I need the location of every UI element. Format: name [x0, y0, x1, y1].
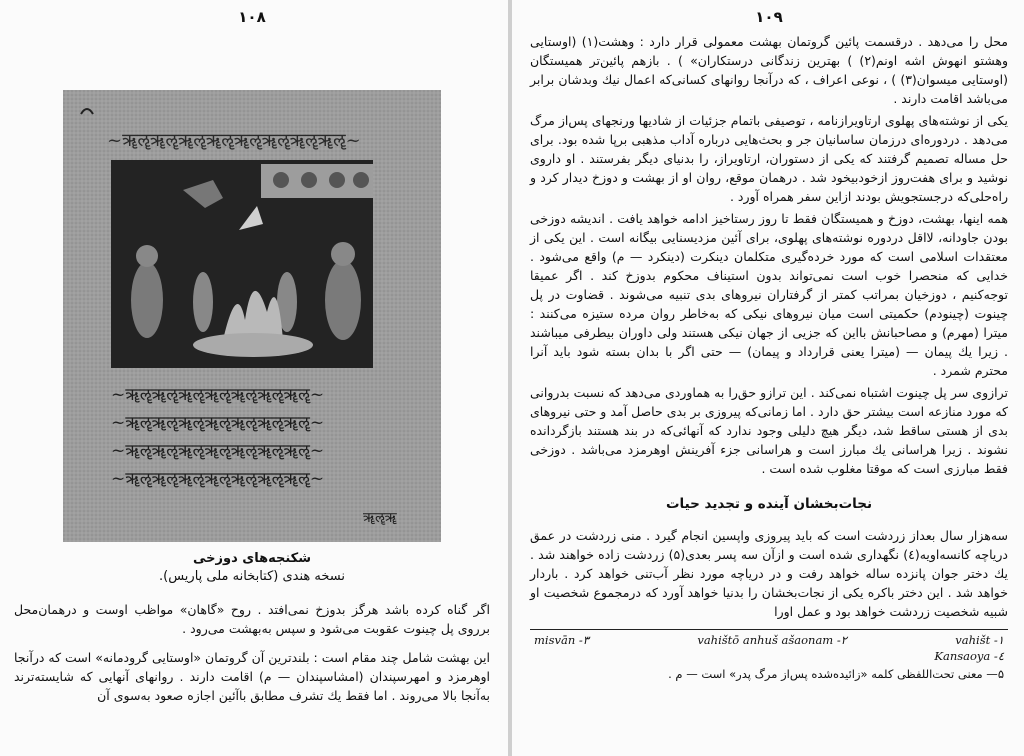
- footnote-item: misvān -۳: [534, 633, 589, 647]
- footnote-item: ۵— معنی تحت‌اللفظی کلمه «زائیده‌شده پس‌از مرگ پدر» است — م .: [668, 667, 1004, 681]
- paragraph: اگر گناه کرده باشد هرگز بدوزخ نمی‌افتد . روح «گاهان» مواظب اوست و درهمان‌محل برروی پل چینوت عقوبت می‌شود و سپس به‌بهشت می‌رود .: [14, 602, 490, 636]
- svg-text:ॠॡॠ: ॠॡॠ: [363, 510, 397, 526]
- left-page-number: ۱۰۸: [238, 8, 266, 26]
- hell-torments-illustration: [63, 90, 441, 542]
- footnotes: [530, 629, 1008, 684]
- paragraph: محل را می‌دهد . درقسمت پائین گروتمان بهشت معمولی قرار دارد : وهشت(۱) (اوستایی وهشتو انهوش اشه اونم(۲) ) بهترین زندگانی درستکاران» ) . بازهم پائین‌تر همیستگان (اوستایی میسوان(۳) ) ، نوعی اعراف ، که درآنجا روانهای کسانی‌که اعمال نیك وبدشان برابر می‌باشد اقامت دارند .: [530, 34, 1009, 106]
- section-body: [530, 526, 1008, 621]
- footnote-item: vahišt -۱: [955, 633, 1004, 647]
- paragraph: این بهشت شامل چند مقام است : بلندترین آن گروتمان «اوستایی گرودمانه» است که درآنجا اوهرمزد و امهرسپندان (امشاسپندان — م) اقامت دارند . روانهای آنهایی که شایسته‌ترند به‌آنجا بالا می‌روند . اما فقط یك تشرف مطابق باآئین اجازه صعود به‌سوی آن: [13, 650, 490, 703]
- paragraph: ترازوی سر پل چینوت اشتباه نمی‌کند . این ترازو حق‌را به هماوردی می‌دهد که نسبت بدروانی که مورد منازعه است بیشتر حق دارد . اما زمانی‌که پیروزی بر بدی حاصل آمد و حتی نیروهای بدی از هستی ساقط شد، دیگر هیچ دلیلی وجود ندارد که آنهائی‌که در بند هستند بازگردانده نشوند . زیرا هراسانی یك مبارز است و هراسانی جزء آفرینش اوهرمزد می‌باشد . دوزخی فقط مبارزی است که موقتا مغلوب شده است .: [530, 385, 1008, 476]
- right-page-number: ۱۰۹: [755, 8, 783, 26]
- paragraph: یکی از نوشته‌های پهلوی ارتاویرازنامه ، توصیفی باتمام جزئیات از شادیها ورنجهای پس‌از مرگ می‌دهد . دردوره‌ای درزمان ساسانیان جر و بحث‌هایی درباره آداب مذهبی برپا شده بود. برای حل مساله تصمیم گرفتند که یکی از دستوران، ارتاویراز، را بدنیای دیگر بفرستند . او داروی نوشید و برای هفت‌روز ازخودبیخود شد . درهمان موقع، روان او از بهشت و دوزخ دیدار کرد و راه‌حلی‌که درجستجویش بودند ازاین سفر همراه آورد .: [530, 113, 1008, 204]
- svg-text:~ॠॡॠॡॠॡॠॡॠॡॠॡॠॡॠॡ~: ~ॠॡॠॡॠॡॠॡॠॡॠॡॠॡॠॡ~: [107, 130, 361, 151]
- right-page-body: [530, 32, 1008, 478]
- paragraph: سه‌هزار سال بعداز زردشت است که باید پیروزی واپسین انجام گیرد . منی زردشت در عمق دریاچه کانسه‌اویه(٤) نگهداری شده است و ازآن سه پسر بعدی(۵) زردشت زاده خواهند شد . یك دختر جوان پانزده ساله خواهد رفت و در دریاچه مورد نظر آب‌تنی خواهد کرد . باردار خواهد شد . این دختر باکره یکی از نجات‌بخشان را بدنیا خواهد آورد که درمجموع شخصیت او شبیه شخصیت زردشت خواهد بود و عمل اورا: [530, 528, 1008, 619]
- footnote-row: [530, 648, 1008, 664]
- footnote-item: Kansaoya -٤: [934, 649, 1004, 663]
- svg-text:~ॠॡॠॡॠॡॠॡॠॡॠॡॠॡ~: ~ॠॡॠॡॠॡॠॡॠॡॠॡॠॡ~: [111, 469, 325, 489]
- svg-text:~ॠॡॠॡॠॡॠॡॠॡॠॡॠॡ~: ~ॠॡॠॡॠॡॠॡॠॡॠॡॠॡ~: [111, 385, 325, 405]
- illustration-caption-subtitle: نسخه هندی (کتابخانه ملی پاریس).: [159, 569, 345, 584]
- paragraph: همه اینها، بهشت، دوزخ و همیستگان فقط تا روز رستاخیز ادامه خواهد یافت . اندیشه دوزخی بودن جاودانه، لااقل دردوره نوشته‌های پهلوی، برای آئین مزدیسنایی بیگانه است . این یکی از معتقدات اسلامی است که مورد خرده‌گیری متکلمان دینکرت (دینکرد — م) واقع می‌شود . خدایی که منحصرا خوب است نمی‌تواند بدون استیناف محکوم بدوزخ کند . اگر عمیقا توجه‌کنیم ، دوزخیان بمراتب کمتر از گرفتاران نیروهای بدی تنبیه می‌شوند . قضاوت در پل چینوت (چینودم) حکمیتی است میان نیروهای نیکی که به‌خاطر روان مرده ستیزه می‌کنند : میترا (مهرم) و مصاحبانش بااین که جزیی از جهان نیکی هستند ولی داوران بیطرفی میباشند . زیرا یك پیمان — (میترا یعنی قرارداد و پیمان) — حتی اگر با بدان بسته شود باید آنرا محترم شمرد .: [530, 211, 1008, 378]
- right-page: [512, 0, 1024, 756]
- illustration-image: [63, 90, 441, 542]
- svg-text:~ॠॡॠॡॠॡॠॡॠॡॠॡॠॡ~: ~ॠॡॠॡॠॡॠॡॠॡॠॡॠॡ~: [111, 413, 325, 433]
- footnote-row: [530, 632, 1008, 648]
- footnote-item: vahištō anhuš ašaonam -۲: [697, 633, 847, 647]
- left-page-body: [14, 600, 490, 705]
- illustration-caption-title: شکنجه‌های دوزخی: [193, 551, 311, 566]
- left-page: [0, 0, 508, 756]
- section-heading: نجات‌بخشان آینده و تجدید حیات: [665, 496, 873, 512]
- svg-text:~ॠॡॠॡॠॡॠॡॠॡॠॡॠॡ~: ~ॠॡॠॡॠॡॠॡॠॡॠॡॠॡ~: [111, 441, 325, 461]
